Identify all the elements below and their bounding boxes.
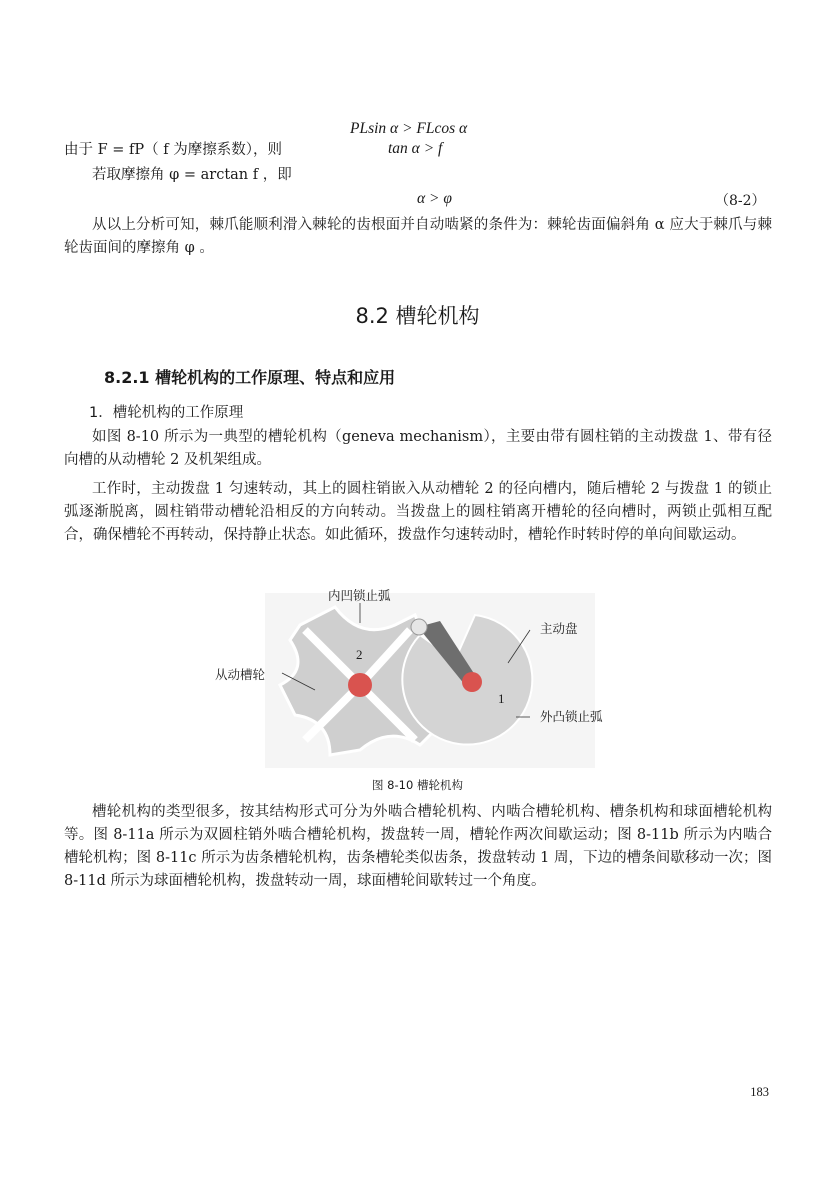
cylindrical-pin (411, 619, 427, 635)
subsection-title: 8.2.1 槽轮机构的工作原理、特点和应用 (104, 368, 396, 387)
geneva-mechanism-figure (210, 585, 630, 770)
equation-number: （8-2） (715, 193, 766, 209)
paragraph-working: 工作时，主动拨盘 1 匀速转动，其上的圆柱销嵌入从动槽轮 2 的径向槽内，随后槽轮 2 与拨盘 1 的锁止弧逐渐脱离，圆柱销带动槽轮沿相反的方向转动。当拨盘上的圆柱销离开槽轮的径向槽时，两锁止弧相互配合，确保槽轮不再转动，保持静止状态。如此循环，拨盘作匀速转动时，槽轮作时转时停的单向间歇运动。 (64, 481, 772, 543)
formula-lead-angle: 若取摩擦角 φ = arctan f ，即 (92, 167, 292, 183)
formula-ineq3: α > φ (417, 190, 452, 207)
figure-caption: 图 8-10 槽轮机构 (372, 778, 463, 792)
subsubsection-title: 1．槽轮机构的工作原理 (89, 405, 244, 421)
paragraph-intro: 如图 8-10 所示为一典型的槽轮机构（geneva mechanism），主要由带有圆柱销的主动拨盘 1、带有径向槽的从动槽轮 2 及机架组成。 (64, 429, 772, 468)
driver-disc (402, 615, 532, 745)
formula-lead-friction: 由于 F = fP（ f 为摩擦系数），则 (64, 142, 282, 158)
label-num-driver: 1 (498, 691, 505, 706)
formula-ineq2: tan α > f (388, 140, 443, 157)
formula-ineq1: PLsin α > FLcos α (350, 120, 468, 137)
page-number: 183 (750, 1085, 769, 1099)
label-driver: 主动盘 (540, 621, 578, 636)
label-driven: 从动槽轮 (215, 667, 266, 682)
section-title: 8.2 槽轮机构 (355, 304, 480, 328)
paragraph-types: 槽轮机构的类型很多，按其结构形式可分为外啮合槽轮机构、内啮合槽轮机构、槽条机构和球面槽轮机构等。图 8-11a 所示为双圆柱销外啮合槽轮机构，拨盘转一周，槽轮作两次间歇运动；图 8-11b 所示为内啮合槽轮机构；图 8-11c 所示为齿条槽轮机构，齿条槽轮类似齿条，拨盘转动 1 周，下边的槽条间歇移动一次；图 8-11d 所示为球面槽轮机构，拨盘转动一周，球面槽轮间歇转过一个角度。 (64, 804, 772, 889)
label-num-wheel: 2 (356, 647, 363, 662)
driver-hub (462, 672, 482, 692)
label-inner-arc: 内凹锁止弧 (328, 588, 391, 603)
label-outer-arc: 外凸锁止弧 (540, 709, 603, 724)
paragraph-conclusion: 从以上分析可知，棘爪能顺利滑入棘轮的齿根面并自动啮紧的条件为：棘轮齿面偏斜角 α 应大于棘爪与棘轮齿面间的摩擦角 φ 。 (64, 217, 772, 256)
wheel-hub (348, 673, 372, 697)
